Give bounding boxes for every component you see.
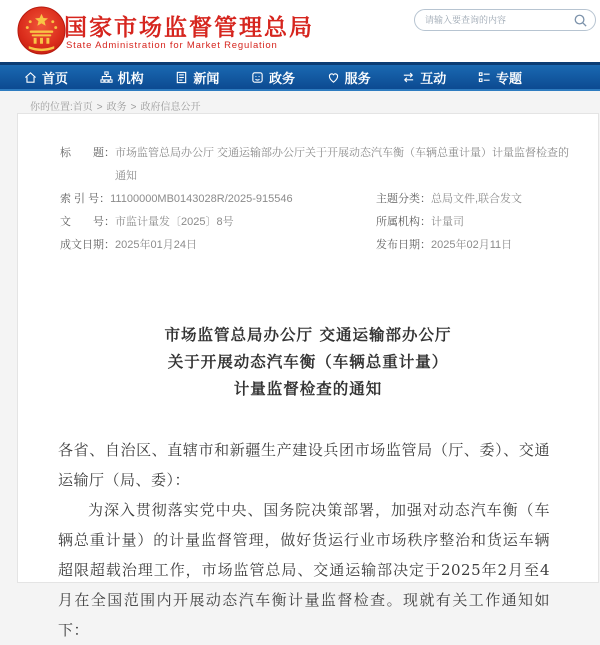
- site-title: 国家市场监督管理总局: [64, 14, 314, 40]
- document-paragraph: 为深入贯彻落实党中央、国务院决策部署，加强对动态汽车衡（车辆总重计量）的计量监督管理，做好货运行业市场秩序整治和货运车辆超限超载治理工作，市场监管总局、交通运输部决定于2025年2月至4月在全国范围内开展动态汽车衡计量监督检查。现就有关工作通知如下：: [58, 501, 550, 639]
- meta-agency-label: 所属机构：: [376, 216, 431, 228]
- meta-date-written-label: 成文日期：: [60, 239, 115, 251]
- breadcrumb-separator: >: [96, 102, 103, 113]
- nav-item-home[interactable]: [24, 68, 68, 87]
- breadcrumb-link-home[interactable]: 首页: [72, 102, 93, 113]
- meta-index-label: 索 引 号：: [60, 193, 111, 205]
- nav-label: 专题: [495, 70, 522, 86]
- meta-category-value: 总局文件,联合发文: [431, 193, 523, 205]
- breadcrumb-prefix: 你的位置:: [30, 102, 73, 113]
- checklist-icon: [478, 71, 491, 84]
- exchange-arrows-icon: [402, 71, 415, 84]
- site-header: [0, 0, 600, 62]
- document-title: [18, 321, 598, 402]
- search-input[interactable]: [425, 15, 573, 25]
- document-title-line3: 计量监督检查的通知: [233, 379, 383, 398]
- meta-date-published-label: 发布日期：: [376, 239, 431, 251]
- main-nav: [0, 62, 600, 91]
- nav-item-topics[interactable]: [478, 68, 522, 87]
- org-chart-icon: [100, 71, 113, 84]
- site-subtitle: State Administration for Market Regulation: [66, 40, 278, 51]
- document-title-line2: 关于开展动态汽车衡（车辆总重计量）: [167, 352, 449, 371]
- nav-item-services[interactable]: [327, 68, 371, 87]
- meta-category-label: 主题分类：: [376, 193, 431, 205]
- gov-badge-icon: [251, 71, 264, 84]
- meta-row-dates: [60, 234, 580, 257]
- meta-docno-value: 市监计量发〔2025〕8号: [115, 216, 234, 228]
- nav-item-interact[interactable]: [402, 68, 446, 87]
- document-title-line1: 市场监管总局办公厅 交通运输部办公厅: [164, 325, 452, 344]
- nav-label: 服务: [344, 70, 371, 86]
- document-card: [17, 113, 599, 639]
- meta-docno-label: 文 号：: [60, 216, 115, 228]
- breadcrumb-link-gov[interactable]: 政务: [106, 102, 127, 113]
- heart-icon: [327, 71, 340, 84]
- nav-item-orgs[interactable]: [100, 68, 144, 87]
- meta-title-label: 标 题：: [60, 147, 115, 159]
- meta-row-docno: [60, 211, 580, 234]
- meta-index-value: 11100000MB0143028R/2025-915546: [110, 193, 293, 205]
- nav-label: 首页: [42, 70, 69, 86]
- nav-label: 新闻: [193, 70, 220, 86]
- nav-label: 政务: [268, 70, 295, 86]
- news-icon: [175, 71, 188, 84]
- search-box: [414, 9, 596, 31]
- home-icon: [24, 71, 37, 84]
- nav-label: 机构: [117, 70, 144, 86]
- document-body: [58, 435, 550, 645]
- breadcrumb: [0, 91, 600, 112]
- meta-row-index: [60, 188, 580, 211]
- meta-row-title: [60, 142, 580, 188]
- meta-date-written-value: 2025年01月24日: [115, 239, 197, 251]
- national-emblem-logo[interactable]: [17, 6, 66, 55]
- meta-agency-value: 计量司: [431, 216, 464, 228]
- search-icon[interactable]: [573, 13, 588, 28]
- breadcrumb-separator: >: [130, 102, 137, 113]
- meta-title-value: 市场监管总局办公厅 交通运输部办公厅关于开展动态汽车衡（车辆总重计量）计量监督检查的通知: [115, 147, 570, 182]
- document-salutation: 各省、自治区、直辖市和新疆生产建设兵团市场监管局（厅、委）、交通运输厅（局、委）：: [58, 441, 550, 489]
- nav-label: 互动: [420, 70, 447, 86]
- document-meta: [18, 114, 598, 257]
- nav-item-gov[interactable]: [251, 68, 295, 87]
- meta-date-published-value: 2025年02月11日: [431, 239, 513, 251]
- breadcrumb-link-info-disclosure[interactable]: 政府信息公开: [140, 102, 201, 113]
- nav-item-news[interactable]: [175, 68, 219, 87]
